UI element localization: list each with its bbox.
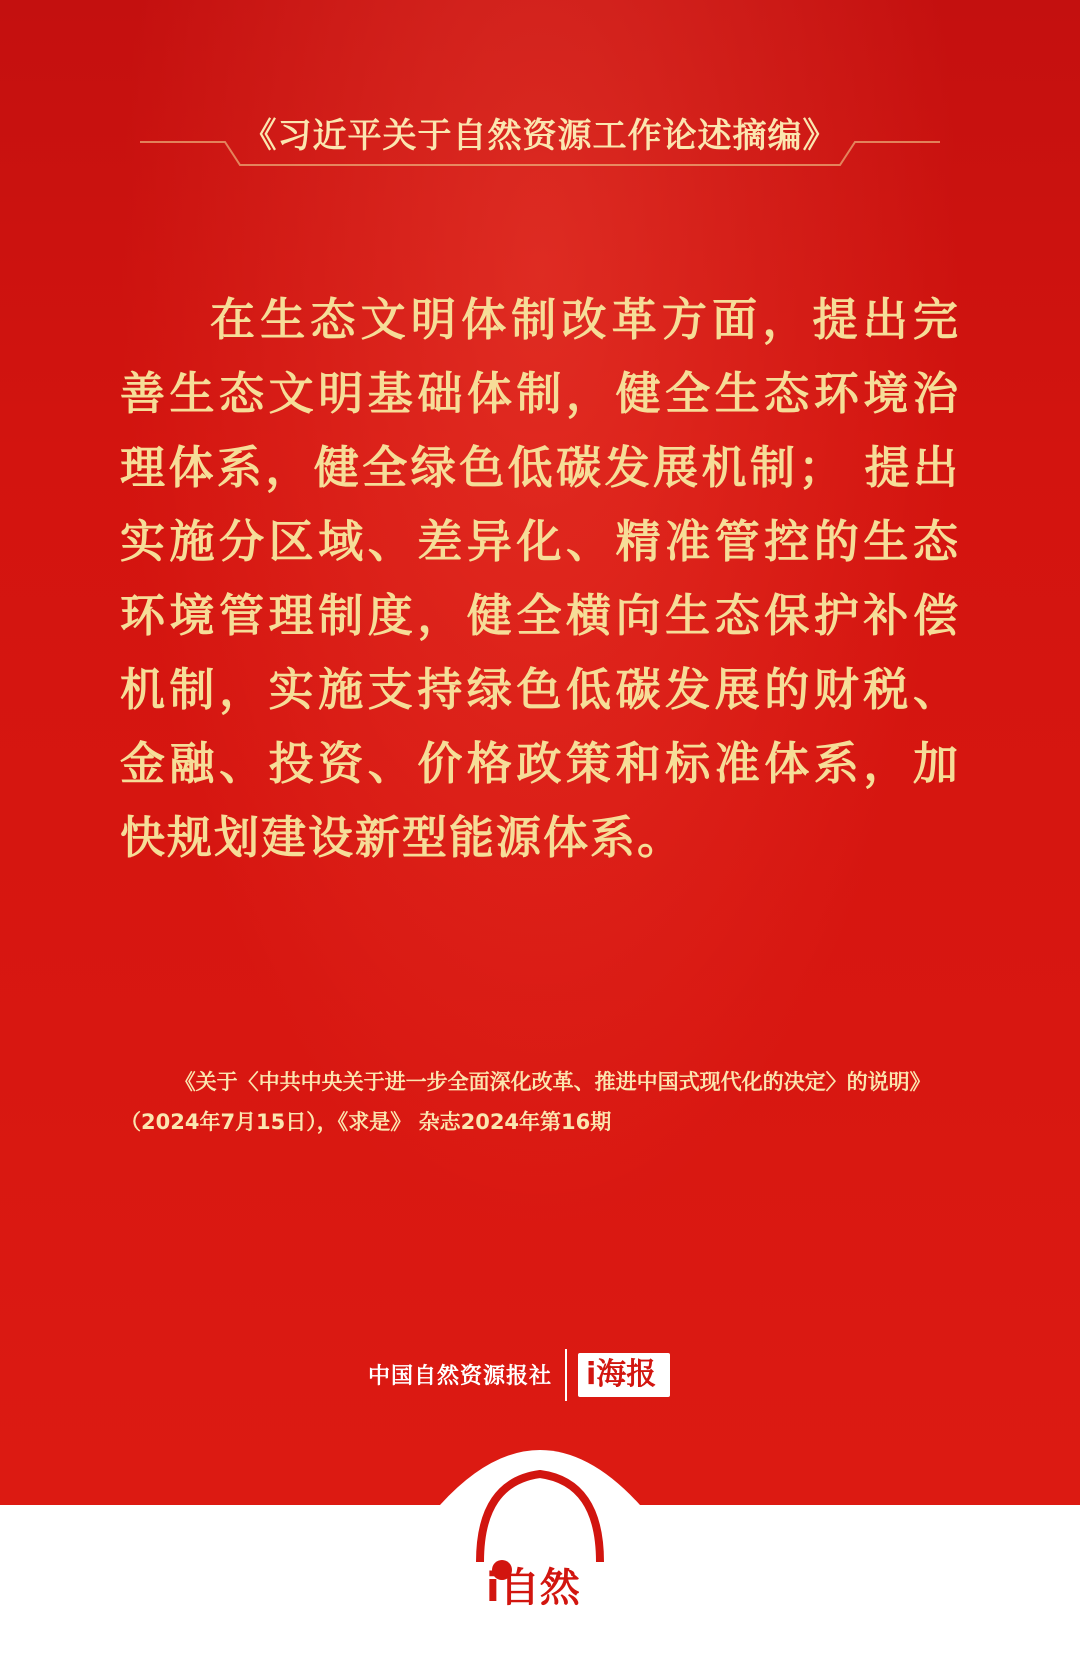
footer-logo (440, 1452, 640, 1642)
publisher-name: 中国自然资源报社 (367, 1363, 552, 1389)
quote-text: 在生态文明体制改革方面，提出完善生态文明基础体制，健全生态环境治理体系，健全绿色低碳发展机制； 提出实施分区域、差异化、精准管控的生态环境管理制度，健全横向生态保护补偿机制，实施支持绿色低碳发展的财税、金融、投资、价格政策和标准体系，加快规划建设新型能源体系。 (120, 293, 960, 864)
brand-badge: i海报 (578, 1353, 670, 1397)
source-citation: 《关于〈中共中央关于进一步全面深化改革、推进中国式现代化的决定〉的说明》（2024年7月15日），《求是》 杂志2024年第16期 (120, 1070, 931, 1134)
header-title: 《习近平关于自然资源工作论述摘编》 (242, 116, 838, 156)
footer-logo-text: i自然 (486, 1565, 580, 1611)
header-ornament (0, 0, 1080, 200)
brand-divider (565, 1349, 567, 1401)
brand-bar (0, 1347, 1080, 1403)
